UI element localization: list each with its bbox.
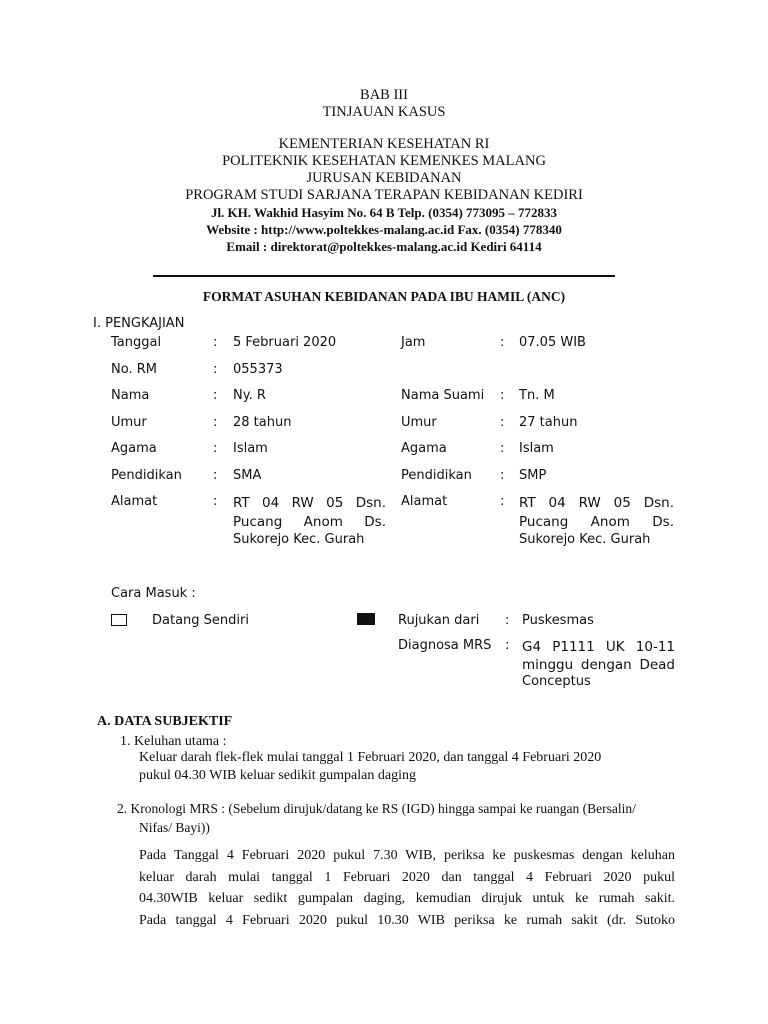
keluhan-utama-line-1: Keluar darah flek-flek mulai tanggal 1 Februari 2020, dan tanggal 4 Februari 2020 — [139, 750, 602, 765]
department-name: JURUSAN KEBIDANAN — [306, 170, 462, 186]
colon: : — [213, 441, 218, 456]
value-umur: 28 tahun — [233, 415, 292, 430]
value-umur-suami: 27 tahun — [519, 415, 578, 430]
colon: : — [505, 638, 510, 653]
value-agama-suami: Islam — [519, 441, 554, 456]
label-umur-suami: Umur — [401, 415, 437, 430]
ministry-name: KEMENTERIAN KESEHATAN RI — [278, 136, 490, 152]
paragraph-line: keluar darah mulai tanggal 1 Februari 2020 dan tanggal 4 Februari 2020 pukul — [139, 869, 675, 885]
form-title: FORMAT ASUHAN KEBIDANAN PADA IBU HAMIL (ANC) — [202, 289, 566, 304]
colon: : — [500, 415, 505, 430]
value-alamat-line-3: Sukorejo Kec. Gurah — [233, 532, 365, 547]
colon: : — [500, 468, 505, 483]
colon: : — [500, 335, 505, 350]
section-pengkajian: I. PENGKAJIAN — [93, 316, 185, 331]
label-nama-suami: Nama Suami — [401, 388, 485, 403]
value-rujukan: Puskesmas — [522, 613, 594, 628]
value-nama: Ny. R — [233, 388, 266, 403]
paragraph-line: Pada tanggal 4 Februari 2020 pukul 10.30 WIB periksa ke rumah sakit (dr. Sutoko — [139, 912, 675, 928]
colon: : — [213, 468, 218, 483]
label-alamat: Alamat — [111, 494, 158, 509]
checkbox-rujukan-checked[interactable] — [357, 613, 375, 625]
kronologi-line-1: 2. Kronologi MRS : (Sebelum dirujuk/datang ke RS (IGD) hingga sampai ke ruangan (Bersalin/ — [117, 801, 636, 816]
colon: : — [213, 362, 218, 377]
keluhan-utama-label: 1. Keluhan utama : — [120, 734, 227, 749]
colon: : — [213, 388, 218, 403]
colon: : — [500, 494, 505, 509]
value-diagnosa-line-1: G4 P1111 UK 10-11 — [522, 639, 675, 655]
chapter-title: TINJAUAN KASUS — [322, 104, 446, 120]
colon: : — [500, 441, 505, 456]
website-line: Website : http://www.poltekkes-malang.ac.id Fax. (0354) 778340 — [206, 222, 562, 237]
paragraph-line: Pada Tanggal 4 Februari 2020 pukul 7.30 WIB, periksa ke puskesmas dengan keluhan — [139, 848, 675, 863]
label-pendidikan-suami: Pendidikan — [401, 468, 472, 483]
value-tanggal: 5 Februari 2020 — [233, 335, 337, 350]
label-nama: Nama — [111, 388, 150, 403]
label-pendidikan: Pendidikan — [111, 468, 182, 483]
label-tanggal: Tanggal — [111, 335, 162, 350]
option-rujukan: Rujukan dari — [398, 613, 480, 628]
label-jam: Jam — [401, 335, 426, 350]
header-divider — [153, 275, 615, 277]
value-jam: 07.05 WIB — [519, 335, 586, 350]
label-agama-suami: Agama — [401, 441, 447, 456]
kronologi-line-2: Nifas/ Bayi)) — [139, 820, 210, 835]
colon: : — [213, 335, 218, 350]
value-diagnosa-line-3: Conceptus — [522, 674, 591, 689]
value-no-rm: 055373 — [233, 362, 283, 377]
value-alamat-suami-line-2: Pucang Anom Ds. — [519, 514, 674, 530]
label-alamat-suami: Alamat — [401, 494, 448, 509]
colon: : — [213, 415, 218, 430]
value-alamat-suami-line-3: Sukorejo Kec. Gurah — [519, 532, 651, 547]
value-diagnosa-line-2: minggu dengan Dead — [522, 657, 675, 673]
option-datang-sendiri: Datang Sendiri — [152, 613, 249, 628]
colon: : — [500, 388, 505, 403]
value-pendidikan-suami: SMP — [519, 468, 547, 483]
chapter-number: BAB III — [360, 87, 408, 103]
label-umur: Umur — [111, 415, 147, 430]
value-nama-suami: Tn. M — [519, 388, 555, 403]
address-line: Jl. KH. Wakhid Hasyim No. 64 B Telp. (0354) 773095 – 772833 — [210, 205, 558, 220]
cara-masuk-label: Cara Masuk : — [111, 586, 196, 601]
value-agama: Islam — [233, 441, 268, 456]
label-no-rm: No. RM — [111, 362, 157, 377]
label-diagnosa-mrs: Diagnosa MRS — [398, 638, 492, 653]
institution-name: POLITEKNIK KESEHATAN KEMENKES MALANG — [222, 153, 546, 169]
keluhan-utama-line-2: pukul 04.30 WIB keluar sedikit gumpalan daging — [139, 768, 416, 783]
label-agama: Agama — [111, 441, 157, 456]
colon: : — [505, 613, 510, 628]
value-alamat-line-1: RT 04 RW 05 Dsn. — [233, 495, 386, 511]
value-alamat-line-2: Pucang Anom Ds. — [233, 514, 386, 530]
program-name: PROGRAM STUDI SARJANA TERAPAN KEBIDANAN KEDIRI — [185, 187, 583, 203]
paragraph-line: 04.30WIB keluar sedikt gumpalan daging, kemudian dirujuk untuk ke rumah sakit. — [139, 891, 675, 906]
value-pendidikan: SMA — [233, 468, 262, 483]
colon: : — [213, 494, 218, 509]
kronologi-paragraph — [139, 845, 675, 931]
email-line: Email : direktorat@poltekkes-malang.ac.id Kediri 64114 — [226, 239, 542, 254]
value-alamat-suami-line-1: RT 04 RW 05 Dsn. — [519, 495, 674, 511]
section-data-subjektif: A. DATA SUBJEKTIF — [97, 714, 233, 729]
checkbox-datang-sendiri[interactable] — [111, 614, 127, 626]
